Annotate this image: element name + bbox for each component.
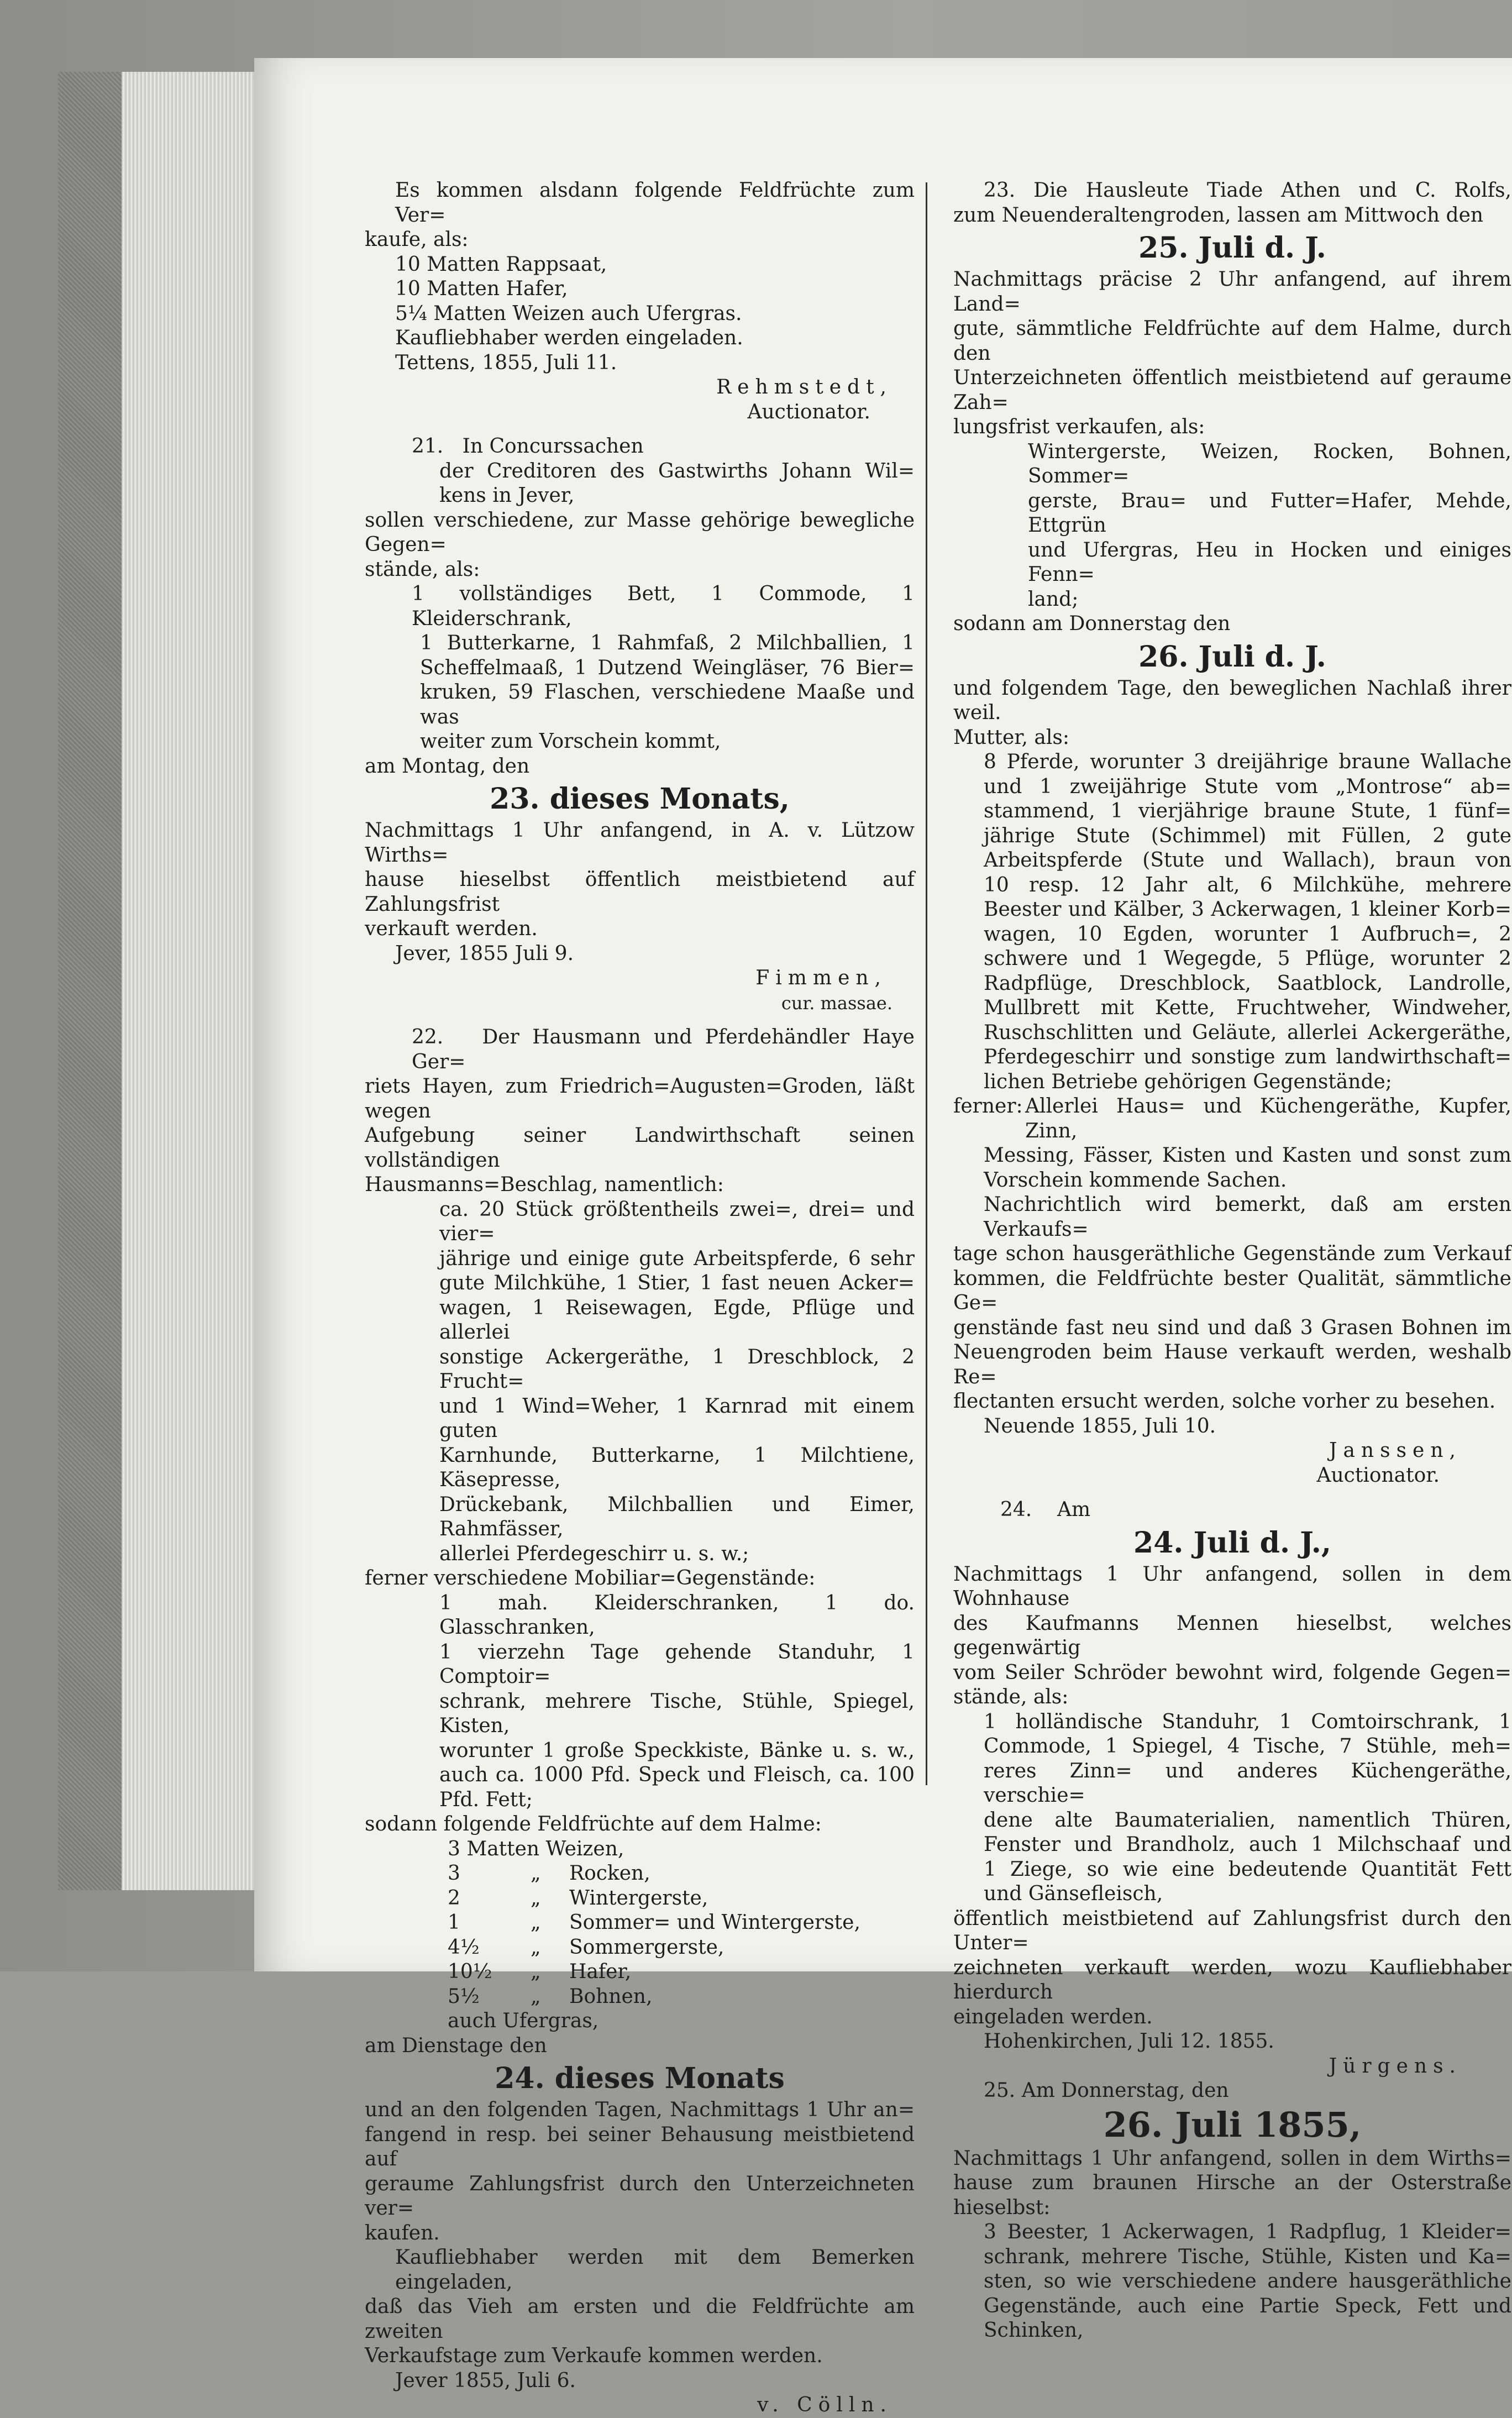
notice-heading	[365, 1025, 915, 1074]
text-line: Scheffelmaaß, 1 Dutzend Weingläser, 76 Bier=	[420, 656, 915, 679]
text-line: flectanten ersucht werden, solche vorher zu besehen.	[953, 1390, 1496, 1413]
text-line: riets Hayen, zum Friedrich=Augusten=Groden, läßt wegen	[365, 1075, 915, 1123]
notice-heading	[365, 434, 915, 459]
left-column	[365, 179, 915, 2418]
text-line: lungsfrist verkaufen, als:	[953, 416, 1205, 438]
text-line: 1 vierzehn Tage gehende Standuhr, 1 Comptoir=	[439, 1640, 915, 1688]
text-line: schrank, mehrere Tische, Stühle, Kisten und Ka=	[984, 2245, 1511, 2268]
book-cover-edge	[58, 72, 123, 1890]
text-line: Nachmittags präcise 2 Uhr anfangend, auf ihrem Land=	[953, 268, 1511, 316]
text-line: und Gänsefleisch,	[984, 1882, 1163, 1905]
text-line: und 1 zweijährige Stute vom „Montrose“ ab=	[984, 775, 1511, 798]
text-line: worunter 1 große Speckkiste, Bänke u. s. w.,	[439, 1739, 915, 1762]
text-line: wagen, 1 Reisewagen, Egde, Pflüge und allerlei	[439, 1296, 915, 1344]
crop-quantity: 5½	[448, 1985, 480, 2008]
text-line: stammend, 1 vierjährige braune Stute, 1 fünf=	[984, 800, 1511, 822]
text-line: wagen, 10 Egden, worunter 1 Aufbruch=, 2	[984, 922, 1511, 946]
text-line: 1 holländische Standuhr, 1 Comtoirschrank, 1	[984, 1710, 1511, 1733]
crop-name: Sommergerste,	[569, 1936, 725, 1959]
text-line: Karnhunde, Butterkarne, 1 Milchtiene, Käsepresse,	[439, 1444, 915, 1491]
text-line: Fenster und Brandholz, auch 1 Milchschaaf und	[984, 1833, 1511, 1856]
text-line: Tettens, 1855, Juli 11.	[395, 351, 617, 374]
text-line: sten, so wie verschiedene andere hausgeräthliche	[984, 2270, 1511, 2293]
date-heading: 24. dieses Monats	[495, 2062, 785, 2095]
text-line: eingeladen werden.	[953, 2005, 1153, 2028]
ditto-mark: „	[531, 1886, 541, 1910]
text-line: jährige Stute (Schimmel) mit Füllen, 2 gute	[984, 824, 1511, 847]
date-heading: 26. Juli d. J.	[1138, 639, 1326, 674]
text-line: Messing, Fässer, Kisten und Kasten und sonst zum	[984, 1144, 1511, 1167]
crop-row	[365, 1886, 915, 1911]
text-line: vom Seiler Schröder bewohnt wird, folgende Gegen=	[953, 1661, 1511, 1684]
text-line: kaufe, als:	[365, 228, 469, 251]
column-divider	[926, 182, 927, 1785]
text-line: fangend in resp. bei seiner Behausung meistbietend auf	[365, 2123, 915, 2170]
text-line: dene alte Baumaterialien, namentlich Thüren,	[984, 1808, 1511, 1832]
text-line: Radpflüge, Dreschblock, Saatblock, Landrolle,	[984, 972, 1511, 995]
text-line: 1 Ziege, so wie eine bedeutende Quantität Fett	[984, 1858, 1511, 1881]
text-line: Arbeitspferde (Stute und Wallach), braun von	[984, 849, 1511, 872]
text-line: 10 resp. 12 Jahr alt, 6 Milchkühe, mehrere	[984, 873, 1511, 896]
text-line: kaufen.	[365, 2221, 440, 2244]
ditto-mark: „	[531, 1985, 541, 2008]
crop-name: Wintergerste,	[569, 1886, 708, 1910]
text-line: Nachmittags 1 Uhr anfangend, in A. v. Lützow Wirths=	[365, 819, 915, 867]
text-line: In Concurssachen	[462, 435, 644, 458]
text-line: Schinken,	[984, 2319, 1084, 2342]
text-line: Pferdegeschirr und sonstige zum landwirthschaft=	[984, 1046, 1511, 1068]
text-line: 23. Die Hausleute Tiade Athen und C. Rolfs,	[984, 179, 1511, 202]
text-line: 10 Matten Hafer,	[395, 277, 568, 300]
text-line: Nachmittags 1 Uhr anfangend, sollen in dem Wohnhause	[953, 1562, 1511, 1610]
list-label: ferner:	[953, 1095, 1023, 1118]
text-line: Kaufliebhaber werden eingeladen.	[395, 327, 743, 349]
text-line: schrank, mehrere Tische, Stühle, Spiegel, Kisten,	[439, 1690, 915, 1737]
text-line: sollen verschiedene, zur Masse gehörige bewegliche Gegen=	[365, 508, 915, 556]
text-line: tage schon hausgeräthliche Gegenstände zum Verkauf	[953, 1242, 1511, 1265]
text-line: auch Ufergras,	[448, 2010, 599, 2032]
ditto-mark: „	[531, 1911, 541, 1934]
text-line: jährige und einige gute Arbeitspferde, 6 sehr	[439, 1247, 915, 1270]
text-line: allerlei Pferdegeschirr u. s. w.;	[439, 1542, 749, 1565]
crop-row	[365, 1960, 915, 1985]
ditto-mark: „	[531, 1960, 541, 1983]
text-line: sodann folgende Feldfrüchte auf dem Halme:	[365, 1813, 822, 1835]
text-line: sonstige Ackergeräthe, 1 Dreschblock, 2 Frucht=	[439, 1345, 915, 1393]
text-line: weiter zum Vorschein kommt,	[420, 730, 721, 753]
text-line: Mutter, als:	[953, 726, 1070, 749]
text-line: Vorschein kommende Sachen.	[984, 1168, 1287, 1192]
text-line: am Montag, den	[365, 754, 530, 778]
text-line: und an den folgenden Tagen, Nachmittags 1 Uhr an=	[365, 2099, 915, 2121]
text-line: genstände fast neu sind und daß 3 Grasen Bohnen im	[953, 1316, 1511, 1339]
text-line: 25. Am Donnerstag, den	[984, 2079, 1229, 2102]
signature-title: Auctionator.	[1316, 1464, 1440, 1487]
date-heading: 23. dieses Monats,	[490, 782, 790, 816]
signature-title: Auctionator.	[747, 400, 870, 423]
text-line: Drückebank, Milchballien und Eimer, Rahmfässer,	[439, 1493, 915, 1540]
text-line: gute Milchkühe, 1 Stier, 1 fast neuen Acker=	[439, 1272, 915, 1294]
crop-quantity: 10½	[448, 1960, 492, 1983]
text-line: und folgendem Tage, den beweglichen Nachlaß ihrer weil.	[953, 676, 1511, 724]
text-line: schwere und 1 Wegegde, 5 Pflüge, worunter 2	[984, 947, 1511, 970]
text-line	[953, 1094, 1511, 1144]
crop-quantity: 3	[448, 1862, 460, 1885]
notice-number: 21.	[412, 435, 444, 458]
text-line: Beester und Kälber, 3 Ackerwagen, 1 kleiner Korb=	[984, 898, 1511, 921]
text-line: gute, sämmtliche Feldfrüchte auf dem Halme, durch den	[953, 317, 1511, 365]
text-line: der Creditoren des Gastwirths Johann Wil=	[439, 459, 915, 482]
text-line: Am	[1057, 1498, 1091, 1521]
text-line: des Kaufmanns Mennen hieselbst, welches gegenwärtig	[953, 1612, 1511, 1659]
text-line: Neuengroden beim Hause verkauft werden, weshalb Re=	[953, 1341, 1511, 1388]
text-line: daß das Vieh am ersten und die Feldfrüchte am zweiten	[365, 2295, 915, 2343]
text-line: stände, als:	[365, 558, 480, 581]
date-heading: 25. Juli d. J.	[1138, 231, 1326, 265]
text-line: Hohenkirchen, Juli 12. 1855.	[984, 2030, 1274, 2053]
text-line: Hausmanns=Beschlag, namentlich:	[365, 1173, 724, 1196]
text-line: 1 mah. Kleiderschranken, 1 do. Glasschranken,	[439, 1591, 915, 1639]
signature: Fimmen,	[755, 967, 887, 989]
crop-name: Sommer= und Wintergerste,	[569, 1911, 860, 1934]
text-line: reres Zinn= und anderes Küchengeräthe, verschie=	[984, 1759, 1511, 1807]
text-line: Wintergerste, Weizen, Rocken, Bohnen, Sommer=	[1028, 440, 1511, 487]
text-line: Commode, 1 Spiegel, 4 Tische, 7 Stühle, meh=	[984, 1735, 1511, 1758]
text-line: Nachrichtlich wird bemerkt, daß am ersten Verkaufs=	[984, 1193, 1511, 1241]
text-line: zeichneten verkauft werden, wozu Kaufliebhaber hierdurch	[953, 1956, 1511, 2003]
crop-quantity: 4½	[448, 1936, 480, 1959]
signature-title: cur. massae.	[781, 992, 893, 1014]
text-line: Mullbrett mit Kette, Fruchtweher, Windweher,	[984, 996, 1511, 1019]
crop-row: 3 Matten Weizen,	[448, 1837, 624, 1860]
crop-quantity: 1	[448, 1911, 460, 1934]
text-line: Jever 1855, Juli 6.	[395, 2369, 576, 2392]
text-line: Gegenstände, auch eine Partie Speck, Fett und	[984, 2294, 1511, 2317]
text-line: 1 vollständiges Bett, 1 Commode, 1 Kleiderschrank,	[412, 583, 915, 630]
text-line: 3 Beester, 1 Ackerwagen, 1 Radpflug, 1 Kleider=	[984, 2221, 1511, 2243]
text-line: Aufgebung seiner Landwirthschaft seinen vollständigen	[365, 1124, 915, 1172]
crop-row	[365, 1911, 915, 1936]
text-line: 1 Butterkarne, 1 Rahmfaß, 2 Milchballien, 1	[420, 632, 915, 654]
text-line: kens in Jever,	[439, 484, 575, 507]
notice-number: 22.	[412, 1026, 444, 1048]
crop-name: Rocken,	[569, 1862, 650, 1885]
text-line: Ruschschlitten und Geläute, allerlei Ackergeräthe,	[984, 1021, 1511, 1044]
text-line: stände, als:	[953, 1686, 1069, 1708]
text-line: Allerlei Haus= und Küchengeräthe, Kupfer, Zinn,	[1025, 1095, 1511, 1142]
signature: Janssen,	[1329, 1439, 1462, 1462]
text-line: hause hieselbst öffentlich meistbietend auf Zahlungsfrist	[365, 868, 915, 916]
text-line: sodann am Donnerstag den	[953, 612, 1231, 635]
crop-name: Bohnen,	[569, 1985, 653, 2008]
text-line: 10 Matten Rappsaat,	[395, 253, 607, 276]
text-line: verkauft werden.	[365, 917, 538, 940]
text-line: kommen, die Feldfrüchte bester Qualität, sämmtliche Ge=	[953, 1267, 1511, 1314]
page-edges	[122, 72, 254, 1890]
crop-name: Hafer,	[569, 1960, 632, 1983]
ditto-mark: „	[531, 1862, 541, 1885]
text-line: Pfd. Fett;	[439, 1788, 533, 1811]
text-line: und 1 Wind=Weher, 1 Karnrad mit einem guten	[439, 1394, 915, 1442]
crop-row	[365, 1861, 915, 1886]
ditto-mark: „	[531, 1936, 541, 1959]
signature: v. Cölln.	[757, 2394, 893, 2416]
text-line: Es kommen alsdann folgende Feldfrüchte zum Ver=	[395, 179, 915, 227]
text-line: ca. 20 Stück größtentheils zwei=, drei= und vier=	[439, 1198, 915, 1245]
crop-row	[365, 1985, 915, 2010]
text-line: gerste, Brau= und Futter=Hafer, Mehde, Ettgrün	[1028, 489, 1511, 537]
text-line: Kaufliebhaber werden mit dem Bemerken eingeladen,	[395, 2246, 915, 2294]
text-line: auch ca. 1000 Pfd. Speck und Fleisch, ca. 100	[439, 1764, 915, 1786]
text-line: zum Neuenderaltengroden, lassen am Mittwoch den	[953, 203, 1484, 227]
notice-number: 24.	[1000, 1498, 1032, 1521]
text-line: hause zum braunen Hirsche an der Osterstraße hieselbst:	[953, 2172, 1511, 2219]
date-heading: 24. Juli d. J.,	[1133, 1525, 1331, 1560]
text-line: ferner verschiedene Mobiliar=Gegenstände:	[365, 1567, 816, 1590]
signature: Jürgens.	[1329, 2054, 1462, 2078]
text-line: Neuende 1855, Juli 10.	[984, 1414, 1216, 1438]
notice-heading	[953, 1498, 1511, 1523]
text-line: lichen Betriebe gehörigen Gegenstände;	[984, 1070, 1392, 1093]
text-line: kruken, 59 Flaschen, verschiedene Maaße und was	[420, 681, 915, 728]
text-line: Der Hausmann und Pferdehändler Haye Ger=	[412, 1026, 915, 1073]
text-line: Nachmittags 1 Uhr anfangend, sollen in dem Wirths=	[953, 2147, 1511, 2170]
crop-quantity: 2	[448, 1886, 460, 1910]
right-column	[953, 179, 1511, 2343]
text-line: Jever, 1855 Juli 9.	[395, 942, 574, 965]
crop-row	[365, 1936, 915, 1960]
text-line: geraume Zahlungsfrist durch den Unterzeichneten ver=	[365, 2172, 915, 2220]
text-line: 5¼ Matten Weizen auch Ufergras.	[395, 302, 742, 325]
text-line: 8 Pferde, worunter 3 dreijährige braune Wallache	[984, 751, 1511, 773]
text-line: land;	[1028, 588, 1079, 611]
text-line: öffentlich meistbietend auf Zahlungsfrist durch den Unter=	[953, 1907, 1511, 1954]
text-line: Verkaufstage zum Verkaufe kommen werden.	[365, 2344, 823, 2367]
text-line: Unterzeichneten öffentlich meistbietend auf geraume Zah=	[953, 366, 1511, 414]
text-line: und Ufergras, Heu in Hocken und einiges Fenn=	[1028, 538, 1511, 586]
signature: Rehmstedt,	[716, 376, 893, 398]
date-heading: 26. Juli 1855,	[1103, 2104, 1362, 2145]
text-line: am Dienstage den	[365, 2034, 547, 2057]
